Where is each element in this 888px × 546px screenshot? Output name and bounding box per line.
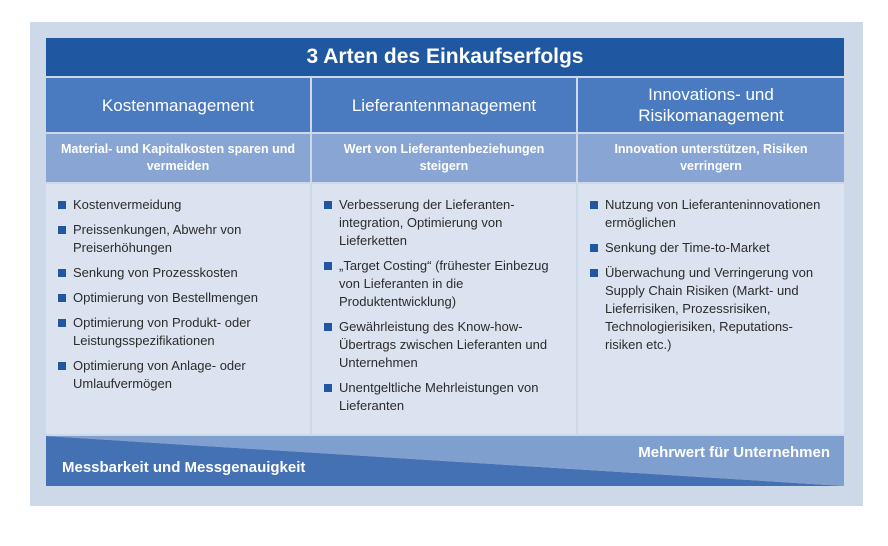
list-item: Kostenvermeidung (58, 196, 298, 214)
column-kostenmanagement (46, 78, 310, 434)
square-bullet-icon (58, 201, 66, 209)
bottom-wedge (46, 436, 844, 486)
list-item: „Target Costing“ (frühester Einbezug von Lieferanten in die Produktentwicklung) (324, 257, 564, 311)
column-lieferantenmanagement (312, 78, 576, 434)
column-heading: Kostenmanagement (46, 78, 310, 132)
square-bullet-icon (58, 226, 66, 234)
measurability-label: Messbarkeit und Messgenauigkeit (62, 459, 306, 476)
list-item: Preissenkungen, Abwehr von Preiserhöhungen (58, 221, 298, 257)
column-subheading: Innovation unterstützen, Risiken verringern (578, 134, 844, 182)
list-item: Nutzung von Lieferanteninnovationen ermöglichen (590, 196, 832, 232)
square-bullet-icon (324, 323, 332, 331)
column-body (578, 184, 844, 434)
square-bullet-icon (324, 262, 332, 270)
list-item: Optimierung von Produkt- oder Leistungsspezifikationen (58, 314, 298, 350)
column-heading: Lieferantenmanagement (312, 78, 576, 132)
list-item: Überwachung und Verringerung von Supply Chain Risiken (Markt- und Lieferrisiken, Prozessrisiken, Technologierisiken, Reputations- risiken etc.) (590, 264, 832, 354)
list-item: Senkung der Time-to-Market (590, 239, 832, 257)
square-bullet-icon (324, 201, 332, 209)
column-body (46, 184, 310, 434)
list-item: Unentgeltliche Mehrleistungen von Lieferanten (324, 379, 564, 415)
list-item: Optimierung von Anlage- oder Umlaufvermögen (58, 357, 298, 393)
list-item: Senkung von Prozesskosten (58, 264, 298, 282)
column-subheading: Wert von Lieferantenbeziehungen steigern (312, 134, 576, 182)
square-bullet-icon (590, 201, 598, 209)
square-bullet-icon (590, 244, 598, 252)
list-item: Verbesserung der Lieferanten- integration, Optimierung von Lieferketten (324, 196, 564, 250)
square-bullet-icon (58, 362, 66, 370)
column-subheading: Material- und Kapitalkosten sparen und vermeiden (46, 134, 310, 182)
added-value-label: Mehrwert für Unternehmen (638, 444, 830, 461)
square-bullet-icon (590, 269, 598, 277)
square-bullet-icon (58, 319, 66, 327)
square-bullet-icon (58, 269, 66, 277)
diagram-title-text: 3 Arten des Einkaufserfolgs (306, 45, 584, 68)
column-heading: Innovations- und Risikomanagement (578, 78, 844, 132)
diagram-title (46, 38, 844, 76)
list-item: Gewährleistung des Know-how- Übertrags zwischen Lieferanten und Unternehmen (324, 318, 564, 372)
column-innovations-risikomanagement (578, 78, 844, 434)
column-body (312, 184, 576, 434)
square-bullet-icon (324, 384, 332, 392)
square-bullet-icon (58, 294, 66, 302)
list-item: Optimierung von Bestellmengen (58, 289, 298, 307)
